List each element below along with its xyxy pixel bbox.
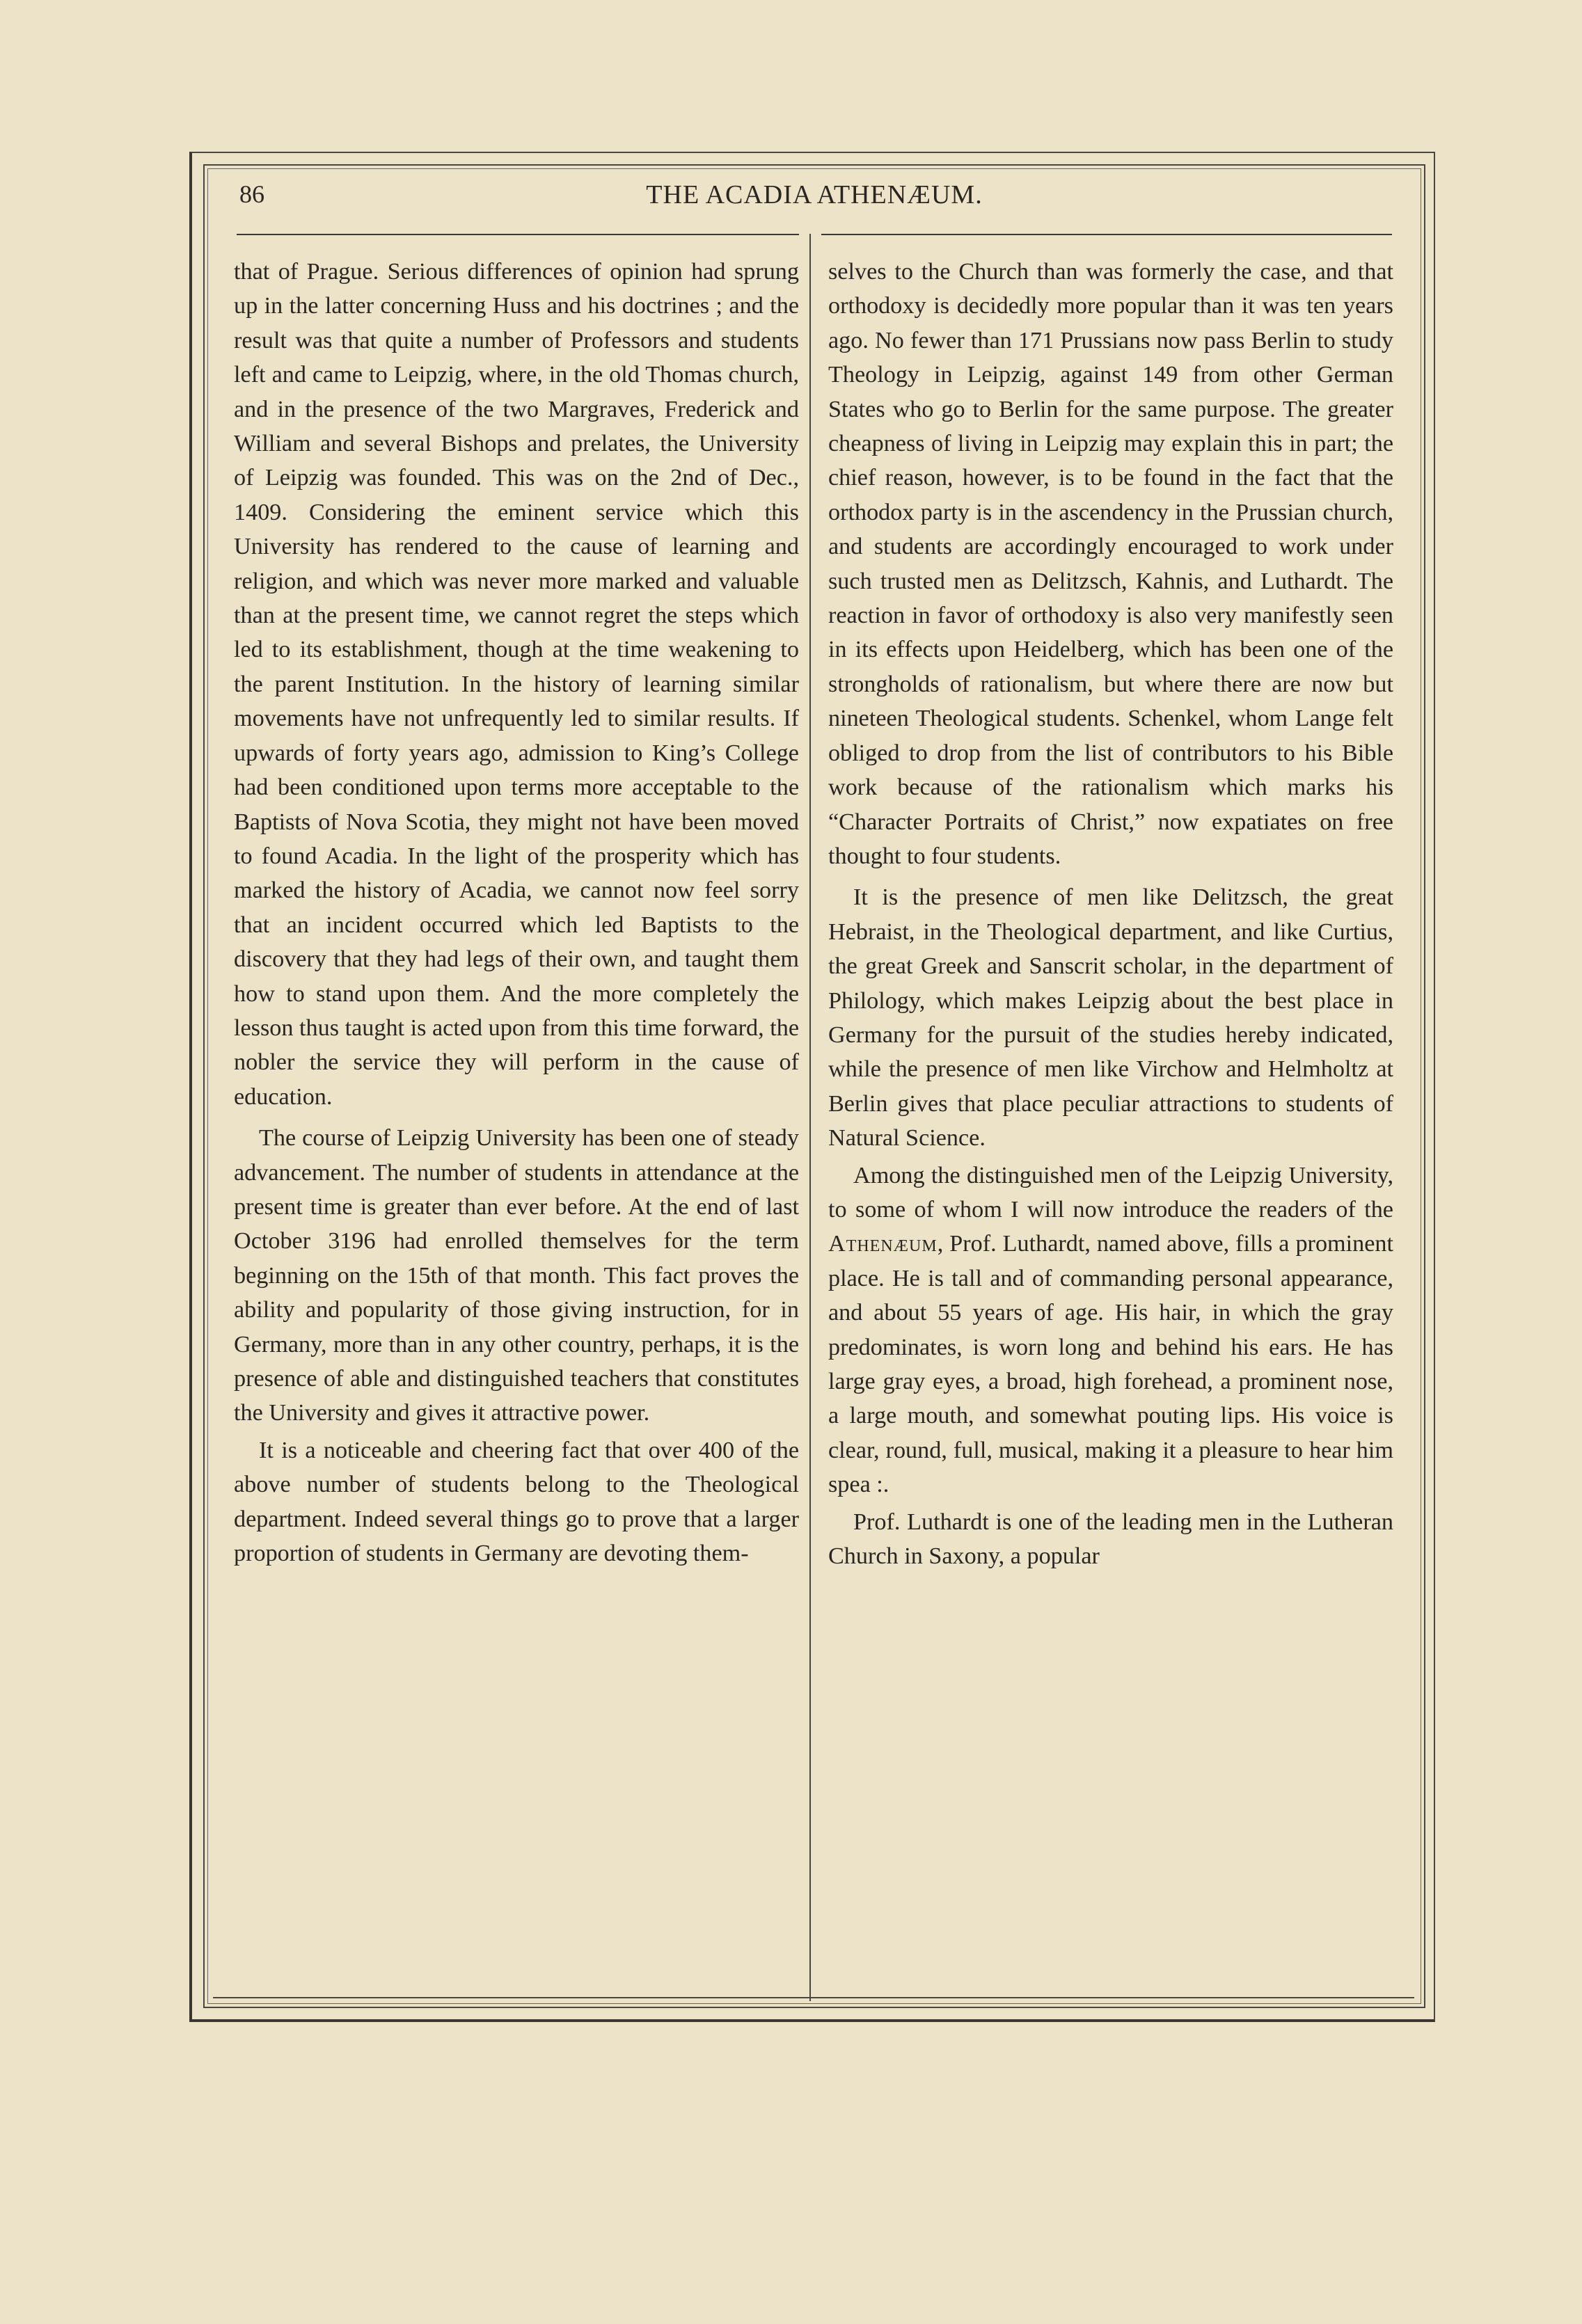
header-rule-right [821, 234, 1392, 235]
header-rule-left [237, 234, 799, 235]
paragraph: selves to the Church than was formerly the case, and that orthodoxy is decidedly more popular than it was ten years ago. No fewer than 171 Prussians now pass Berlin to study Theology in Leipzig, against 149 from other German States who go to Berlin for the same purpose. The greater cheapness of living in Leipzig may explain this in part; the chief reason, however, is to be found in the fact that the orthodox party is in the ascendency in the Prussian church, and students are accordingly encouraged to work under such trusted men as Delitzsch, Kahnis, and Luthardt. The reaction in favor of orthodoxy is also very manifestly seen in its effects upon Heidelberg, which has been one of the strongholds of rationalism, but where there are now but nineteen Theological students. Schenkel, whom Lange felt obliged to drop from the list of contributors to his Bible work because of the rationalism which marks his “Character Portraits of Christ,” now expatiates on free thought to four students. [828, 259, 1393, 869]
column-divider [809, 234, 811, 2001]
running-head [237, 175, 1392, 217]
bottom-rule [213, 1997, 1414, 1998]
left-column [234, 255, 799, 1570]
paragraph: Prof. Luthardt is one of the leading men in the Lutheran Church in Saxony, a popular [828, 1509, 1393, 1570]
paragraph: It is the presence of men like Delitzsch, the great Hebraist, in the Theological department, and like Curtius, the great Greek and Sanscrit scholar, in the department of Philology, which makes Leipzig about the best place in Germany for the pursuit of the studies hereby indicated, while the presence of men like Virchow and Helmholtz at Berlin gives that place peculiar attractions to students of Natural Science. [828, 884, 1393, 1152]
page-number: 86 [239, 180, 264, 208]
paragraph: It is a noticeable and cheering fact that over 400 of the above number of students belong to the Theological department. Indeed several things go to prove that a larger proportion of students in Germany are devoting them- [234, 1437, 799, 1567]
journal-name-smallcaps: Athenæum [828, 1231, 938, 1257]
paragraph [828, 1159, 1393, 1502]
paragraph-text: , Prof. Luthardt, named above, fills a prominent place. He is tall and of commanding personal appearance, and about 55 years of age. His hair, in which the gray predominates, is worn long and behind his ears. He has large gray eyes, a broad, high forehead, a prominent nose, a large mouth, and somewhat pouting lips. His voice is clear, round, full, musical, making it a pleasure to hear him spea :. [828, 1231, 1393, 1498]
paragraph-text: Among the distinguished men of the Leipzig University, to some of whom I will now introduce the readers of the [828, 1162, 1393, 1223]
journal-title: THE ACADIA ATHENÆUM. [646, 180, 983, 209]
right-column [828, 255, 1393, 1573]
paragraph: The course of Leipzig University has been one of steady advancement. The number of students in attendance at the present time is greater than ever before. At the end of last October 3196 had enrolled themselves for the term beginning on the 15th of that month. This fact proves the ability and popularity of those giving instruction, for in Germany, more than in any other country, perhaps, it is the presence of able and distinguished teachers that constitutes the University and gives it attractive power. [234, 1125, 799, 1426]
paragraph: that of Prague. Serious differences of opinion had sprung up in the latter concerning Huss and his doctrines ; and the result was that quite a number of Professors and students left and came to Leipzig, where, in the old Thomas church, and in the presence of the two Margraves, Frederick and William and several Bishops and prelates, the University of Leipzig was founded. This was on the 2nd of Dec., 1409. Considering the eminent service which this University has rendered to the cause of learning and religion, and which was never more marked and valuable than at the present time, we cannot regret the steps which led to its establishment, though at the time weakening to the parent Institution. In the history of learning similar movements have not unfrequently led to similar results. If upwards of forty years ago, admission to King’s College had been conditioned upon terms more acceptable to the Baptists of Nova Scotia, they might not have been moved to found Acadia. In the light of the prosperity which has marked the history of Acadia, we cannot now feel sorry that an incident occurred which led Baptists to the discovery that they had legs of their own, and taught them how to stand upon them. And the more completely the lesson thus taught is acted upon from this time forward, the nobler the service they will perform in the cause of education. [234, 259, 799, 1110]
